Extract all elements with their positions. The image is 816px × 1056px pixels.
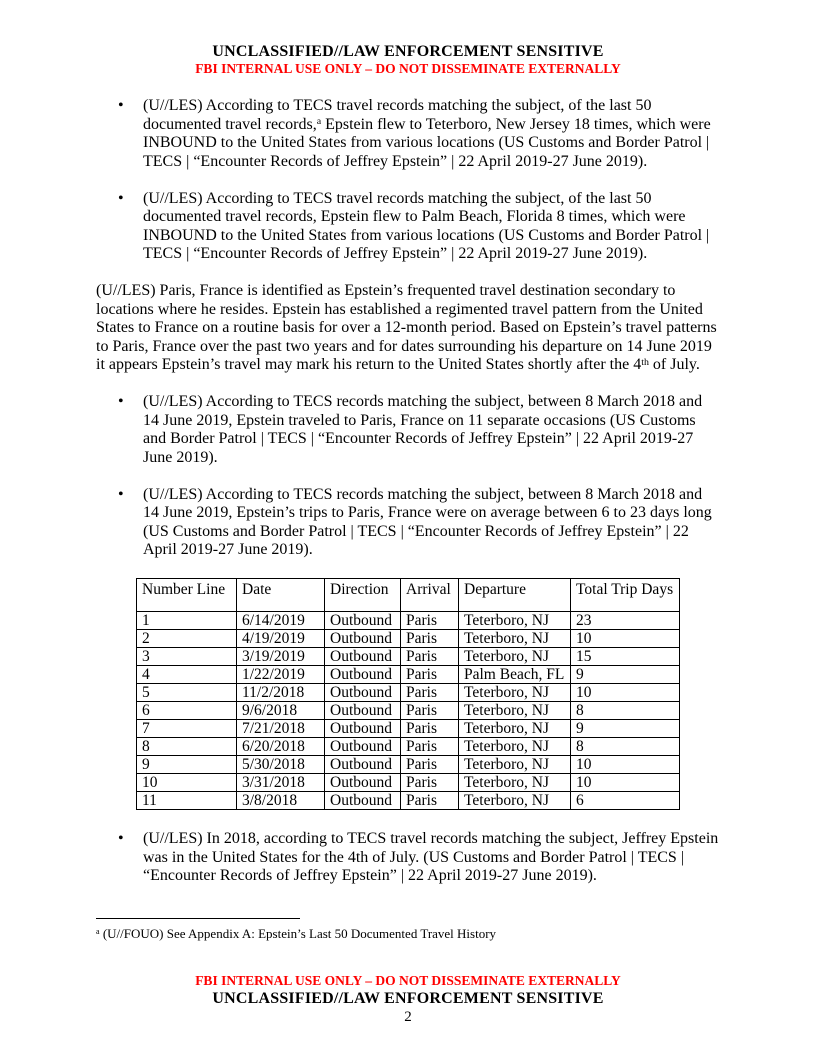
paris-pattern-paragraph — [96, 282, 720, 375]
table-cell: 5 — [137, 684, 237, 702]
table-cell: 5/30/2018 — [237, 756, 325, 774]
table-cell: 7/21/2018 — [237, 720, 325, 738]
table-cell: Teterboro, NJ — [459, 774, 571, 792]
table-cell: Teterboro, NJ — [459, 756, 571, 774]
table-cell: Teterboro, NJ — [459, 630, 571, 648]
table-cell: 9/6/2018 — [237, 702, 325, 720]
table-cell: 10 — [571, 684, 680, 702]
table-cell: 6 — [571, 792, 680, 810]
table-cell: Paris — [401, 738, 459, 756]
table-cell: 3/31/2018 — [237, 774, 325, 792]
bullet-trip-length: • (U//LES) According to TECS records matching the subject, between 8 March 2018 and 14 June 2019, Epstein’s trips to Paris, France were on average between 6 to 23 days long (US Customs and Border Patrol | TECS | “Encounter Records of Jeffrey Epstein” | 22 April 2019-27 June 2019). — [96, 486, 720, 560]
table-cell: Paris — [401, 774, 459, 792]
table-row — [137, 630, 680, 648]
bullet-teterboro — [96, 97, 720, 171]
table-cell: Paris — [401, 792, 459, 810]
ordinal-superscript: th — [641, 356, 649, 368]
table-cell: 11/2/2018 — [237, 684, 325, 702]
table-row — [137, 648, 680, 666]
table-cell: 2 — [137, 630, 237, 648]
page-number: 2 — [404, 1009, 412, 1025]
table-cell: 11 — [137, 792, 237, 810]
table-cell: 10 — [137, 774, 237, 792]
table-cell: Outbound — [325, 684, 401, 702]
bullet-teterboro-text-pre: (U//LES) According to TECS travel records matching the subject, of the last 50 documented travel records, — [143, 97, 652, 133]
table-cell: Paris — [401, 684, 459, 702]
table-row — [137, 612, 680, 630]
footnote-block — [96, 918, 720, 941]
bullet-palm-beach: • (U//LES) According to TECS travel records matching the subject, of the last 50 documented travel records, Epstein flew to Palm Beach, Florida 8 times, which were INBOUND to the United States from various locations (US Customs and Border Patrol | TECS | “Encounter Records of Jeffrey Epstein” | 22 April 2019-27 June 2019). — [96, 190, 720, 264]
document-footer — [0, 973, 816, 1026]
table-cell: 4 — [137, 666, 237, 684]
table-cell: 9 — [571, 720, 680, 738]
table-cell: Outbound — [325, 648, 401, 666]
table-cell: Teterboro, NJ — [459, 612, 571, 630]
table-cell: 1/22/2019 — [237, 666, 325, 684]
paris-paragraph-text-post: of July. — [648, 356, 700, 373]
table-cell: Paris — [401, 756, 459, 774]
bullet-paris-occasions: • (U//LES) According to TECS records matching the subject, between 8 March 2018 and 14 June 2019, Epstein traveled to Paris, France on 11 separate occasions (US Customs and Border Patrol | TECS | “Encounter Records of Jeffrey Epstein” | 22 April 2019-27 June 2019). — [96, 393, 720, 467]
table-cell: Palm Beach, FL — [459, 666, 571, 684]
table-cell: 15 — [571, 648, 680, 666]
table-row — [137, 666, 680, 684]
table-cell: Paris — [401, 612, 459, 630]
bullet-list-top — [96, 97, 720, 264]
travel-table-body — [137, 612, 680, 810]
table-cell: Outbound — [325, 738, 401, 756]
table-cell: 6/20/2018 — [237, 738, 325, 756]
column-header-departure: Departure — [459, 579, 571, 612]
table-cell: Outbound — [325, 702, 401, 720]
table-cell: Paris — [401, 702, 459, 720]
table-cell: Paris — [401, 648, 459, 666]
footnote-body-text: (U//FOUO) See Appendix A: Epstein’s Last 50 Documented Travel History — [99, 926, 497, 941]
table-cell: 10 — [571, 774, 680, 792]
table-cell: 7 — [137, 720, 237, 738]
column-header-date: Date — [237, 579, 325, 612]
table-cell: Outbound — [325, 756, 401, 774]
table-cell: 9 — [137, 756, 237, 774]
table-row — [137, 738, 680, 756]
table-cell: 3/8/2018 — [237, 792, 325, 810]
table-cell: 8 — [137, 738, 237, 756]
handling-banner-top: FBI INTERNAL USE ONLY – DO NOT DISSEMINATE EXTERNALLY — [195, 61, 621, 76]
classification-banner-bottom: UNCLASSIFIED//LAW ENFORCEMENT SENSITIVE — [212, 990, 604, 1007]
table-cell: Teterboro, NJ — [459, 720, 571, 738]
table-cell: Outbound — [325, 630, 401, 648]
footnote-divider — [96, 918, 300, 919]
table-cell: 8 — [571, 702, 680, 720]
table-cell: 10 — [571, 630, 680, 648]
table-cell: Paris — [401, 666, 459, 684]
table-cell: 23 — [571, 612, 680, 630]
table-cell: Paris — [401, 720, 459, 738]
table-row — [137, 702, 680, 720]
table-cell: 3 — [137, 648, 237, 666]
table-cell: 3/19/2019 — [237, 648, 325, 666]
table-row — [137, 720, 680, 738]
table-cell: Teterboro, NJ — [459, 648, 571, 666]
bullet-list-bottom — [96, 830, 720, 886]
table-cell: Teterboro, NJ — [459, 738, 571, 756]
bullet-teterboro-text-post: Epstein flew to Teterboro, New Jersey 18 times, which were INBOUND to the United States from various locations (US Customs and Border Patrol | TECS | “Encounter Records of Jeffrey Epstein” | 22 April 2019-27 June 2019). — [143, 115, 711, 170]
table-cell: 9 — [571, 666, 680, 684]
table-cell: 4/19/2019 — [237, 630, 325, 648]
table-cell: Paris — [401, 630, 459, 648]
footnote-ref-a: a — [316, 116, 322, 128]
bullet-july-2018: • (U//LES) In 2018, according to TECS travel records matching the subject, Jeffrey Epstein was in the United States for the 4th of July. (US Customs and Border Patrol | TECS | “Encounter Records of Jeffrey Epstein” | 22 April 2019-27 June 2019). — [96, 830, 720, 886]
table-cell: Outbound — [325, 774, 401, 792]
footnote-marker: a — [96, 927, 100, 937]
table-cell: Teterboro, NJ — [459, 792, 571, 810]
table-row — [137, 684, 680, 702]
handling-banner-bottom: FBI INTERNAL USE ONLY – DO NOT DISSEMINATE EXTERNALLY — [195, 973, 621, 988]
travel-table-header-row — [137, 579, 680, 612]
table-row — [137, 756, 680, 774]
footnote — [96, 926, 720, 941]
table-cell: Outbound — [325, 720, 401, 738]
column-header-direction: Direction — [325, 579, 401, 612]
table-row — [137, 792, 680, 810]
table-cell: 6 — [137, 702, 237, 720]
document-header — [96, 42, 720, 77]
table-row — [137, 774, 680, 792]
table-cell: Teterboro, NJ — [459, 702, 571, 720]
table-cell: Teterboro, NJ — [459, 684, 571, 702]
bullet-list-middle — [96, 393, 720, 560]
table-cell: Outbound — [325, 666, 401, 684]
travel-table — [136, 578, 680, 810]
column-header-arrival: Arrival — [401, 579, 459, 612]
classification-banner-top: UNCLASSIFIED//LAW ENFORCEMENT SENSITIVE — [212, 43, 604, 60]
table-cell: 8 — [571, 738, 680, 756]
column-header-number-line: Number Line — [137, 579, 237, 612]
table-cell: 1 — [137, 612, 237, 630]
table-cell: 10 — [571, 756, 680, 774]
table-cell: Outbound — [325, 612, 401, 630]
table-cell: 6/14/2019 — [237, 612, 325, 630]
table-cell: Outbound — [325, 792, 401, 810]
column-header-total-trip-days: Total Trip Days — [571, 579, 680, 612]
paris-paragraph-text-pre: (U//LES) Paris, France is identified as Epstein’s frequented travel destination secondary to locations where he resides. Epstein has established a regimented travel pattern from the United States to France on a routine basis for over a 12-month period. Based on Epstein’s travel patterns to Paris, France over the past two years and for dates surrounding his departure on 14 June 2019 it appears Epstein’s travel may mark his return to the United States shortly after the 4 — [96, 282, 717, 373]
